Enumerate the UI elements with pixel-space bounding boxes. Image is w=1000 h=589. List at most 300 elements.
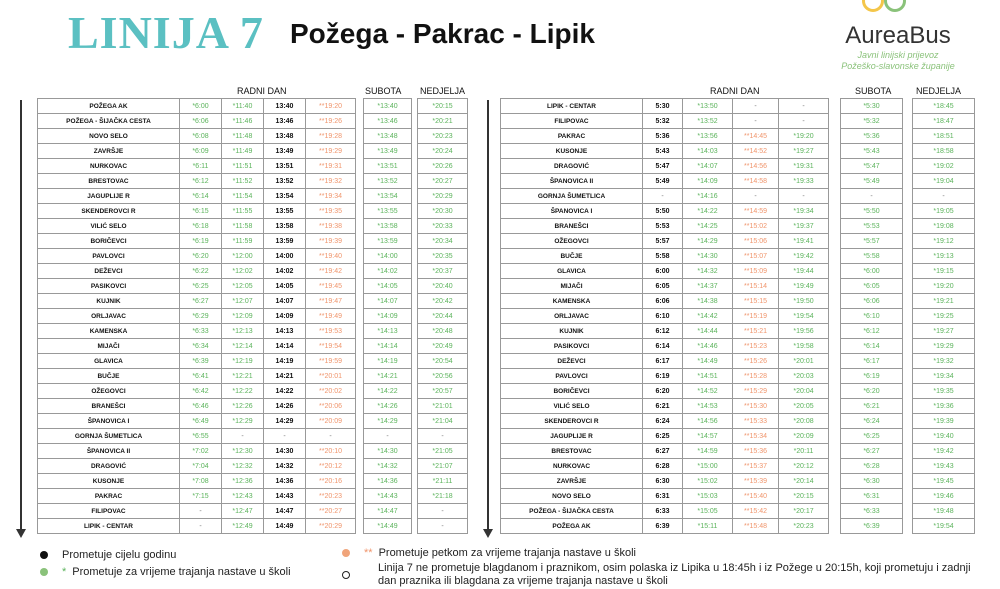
stop-name: KUJNIK <box>38 294 180 309</box>
departure-time: *13:52 <box>683 114 733 129</box>
direction-arrow-left <box>20 100 22 530</box>
departure-time: *6:55 <box>180 429 222 444</box>
stop-name: GLAVICA <box>501 264 643 279</box>
departure-time: **15:09 <box>733 264 779 279</box>
column-gap <box>903 279 913 294</box>
aureabus-logo-icon <box>818 0 978 20</box>
departure-time: **14:56 <box>733 159 779 174</box>
column-gap <box>356 249 364 264</box>
departure-time: *14:46 <box>683 339 733 354</box>
departure-time: *6:06 <box>841 294 903 309</box>
departure-time: *6:14 <box>180 189 222 204</box>
departure-time: *5:36 <box>841 129 903 144</box>
departure-time: *12:00 <box>222 249 264 264</box>
black-dot-icon <box>40 551 48 559</box>
arrow-down-icon <box>16 529 26 538</box>
departure-time: 5:43 <box>643 144 683 159</box>
legend-orange-star: ** <box>364 547 373 559</box>
table-row <box>501 144 975 159</box>
departure-time: *12:09 <box>222 309 264 324</box>
departure-time: *11:59 <box>222 234 264 249</box>
departure-time: *20:30 <box>418 204 468 219</box>
column-gap <box>829 219 841 234</box>
departure-time: *14:36 <box>364 474 412 489</box>
left-header-subota: SUBOTA <box>365 86 402 96</box>
departure-time: 13:49 <box>264 144 306 159</box>
column-gap <box>903 324 913 339</box>
column-gap <box>356 399 364 414</box>
departure-time: *15:11 <box>683 519 733 534</box>
departure-time: *21:18 <box>418 489 468 504</box>
departure-time: 6:39 <box>643 519 683 534</box>
departure-time: **20:02 <box>306 384 356 399</box>
stop-name: PAVLOVCI <box>501 369 643 384</box>
departure-time: **19:45 <box>306 279 356 294</box>
departure-time: 6:17 <box>643 354 683 369</box>
table-row <box>38 144 468 159</box>
brand-subtitle-1: Javni linijski prijevoz <box>857 50 939 60</box>
table-row <box>38 384 468 399</box>
departure-time: *14:47 <box>364 504 412 519</box>
table-row <box>38 369 468 384</box>
departure-time: *20:27 <box>418 174 468 189</box>
departure-time: *14:29 <box>364 414 412 429</box>
departure-time: *13:49 <box>364 144 412 159</box>
departure-time: *19:34 <box>779 204 829 219</box>
departure-time: *19:31 <box>779 159 829 174</box>
column-gap <box>903 219 913 234</box>
departure-time: *11:55 <box>222 204 264 219</box>
departure-time: **15:23 <box>733 339 779 354</box>
departure-time: 14:05 <box>264 279 306 294</box>
table-row <box>501 459 975 474</box>
stop-name: DEŽEVCI <box>38 264 180 279</box>
departure-time: *6:49 <box>180 414 222 429</box>
stop-name: PASIKOVCI <box>501 339 643 354</box>
departure-time: *7:08 <box>180 474 222 489</box>
departure-time: *11:48 <box>222 129 264 144</box>
departure-time: - <box>913 189 975 204</box>
column-gap <box>356 189 364 204</box>
departure-time: *6:20 <box>841 384 903 399</box>
departure-time: *14:32 <box>683 264 733 279</box>
table-row <box>38 294 468 309</box>
table-row <box>38 174 468 189</box>
departure-time: *20:15 <box>779 489 829 504</box>
departure-time: *19:29 <box>913 339 975 354</box>
departure-time: *6:25 <box>180 279 222 294</box>
timetable-pozega-lipik <box>37 98 468 534</box>
departure-time: 6:12 <box>643 324 683 339</box>
departure-time: *21:05 <box>418 444 468 459</box>
departure-time: *6:21 <box>841 399 903 414</box>
departure-time: *12:43 <box>222 489 264 504</box>
legend-orange <box>342 547 636 559</box>
departure-time: - <box>264 429 306 444</box>
table-row <box>38 189 468 204</box>
table-row <box>38 309 468 324</box>
departure-time: **19:29 <box>306 144 356 159</box>
departure-time: *6:19 <box>180 234 222 249</box>
departure-time: *19:36 <box>913 399 975 414</box>
column-gap <box>903 189 913 204</box>
brand-name: AureaBus <box>845 22 951 49</box>
departure-time: *13:59 <box>364 234 412 249</box>
departure-time: 14:47 <box>264 504 306 519</box>
table-row <box>38 249 468 264</box>
departure-time: *20:15 <box>418 99 468 114</box>
table-row <box>38 114 468 129</box>
departure-time: *20:14 <box>779 474 829 489</box>
departure-time: *5:43 <box>841 144 903 159</box>
departure-time: **15:26 <box>733 354 779 369</box>
departure-time: 6:19 <box>643 369 683 384</box>
table-row <box>501 519 975 534</box>
column-gap <box>829 114 841 129</box>
departure-time: *20:57 <box>418 384 468 399</box>
column-gap <box>903 144 913 159</box>
departure-time: *18:45 <box>913 99 975 114</box>
departure-time: *14:38 <box>683 294 733 309</box>
stop-name: KAMENSKA <box>501 294 643 309</box>
departure-time: *6:30 <box>841 474 903 489</box>
departure-time: *20:01 <box>779 354 829 369</box>
departure-time: *19:56 <box>779 324 829 339</box>
column-gap <box>903 204 913 219</box>
departure-time: *14:57 <box>683 429 733 444</box>
orange-dot-icon <box>342 549 350 557</box>
departure-time: *12:36 <box>222 474 264 489</box>
departure-time: *12:29 <box>222 414 264 429</box>
departure-time: 6:14 <box>643 339 683 354</box>
column-gap <box>903 489 913 504</box>
table-row <box>38 99 468 114</box>
column-gap <box>356 294 364 309</box>
departure-time: *5:53 <box>841 219 903 234</box>
column-gap <box>829 444 841 459</box>
column-gap <box>356 99 364 114</box>
departure-time: *20:08 <box>779 414 829 429</box>
departure-time: **20:01 <box>306 369 356 384</box>
departure-time: **19:42 <box>306 264 356 279</box>
timetable-lipik-pozega <box>500 98 975 534</box>
departure-time: **20:27 <box>306 504 356 519</box>
departure-time: *19:40 <box>913 429 975 444</box>
column-gap <box>903 414 913 429</box>
departure-time: *6:29 <box>180 309 222 324</box>
stop-name: ORLJAVAC <box>38 309 180 324</box>
departure-time: 6:27 <box>643 444 683 459</box>
departure-time: *19:21 <box>913 294 975 309</box>
departure-time: *20:24 <box>418 144 468 159</box>
column-gap <box>829 519 841 534</box>
column-gap <box>903 264 913 279</box>
departure-time: 6:21 <box>643 399 683 414</box>
departure-time: 14:21 <box>264 369 306 384</box>
stop-name: GORNJA ŠUMETLICA <box>501 189 643 204</box>
table-row <box>501 429 975 444</box>
departure-time: **15:36 <box>733 444 779 459</box>
departure-time: *6:06 <box>180 114 222 129</box>
departure-time: *21:07 <box>418 459 468 474</box>
departure-time: *20:54 <box>418 354 468 369</box>
departure-time: *19:25 <box>913 309 975 324</box>
column-gap <box>829 414 841 429</box>
stop-name: VILIĆ SELO <box>501 399 643 414</box>
brand-block <box>818 0 978 72</box>
table-row <box>501 309 975 324</box>
departure-time: *20:21 <box>418 114 468 129</box>
departure-time: *13:40 <box>364 99 412 114</box>
departure-time: *19:46 <box>913 489 975 504</box>
departure-time: *6:27 <box>841 444 903 459</box>
departure-time: 6:30 <box>643 474 683 489</box>
departure-time: *14:37 <box>683 279 733 294</box>
departure-time: *15:03 <box>683 489 733 504</box>
departure-time: *6:31 <box>841 489 903 504</box>
departure-time: *20:49 <box>418 339 468 354</box>
table-row <box>501 294 975 309</box>
table-row <box>38 159 468 174</box>
departure-time: *6:33 <box>841 504 903 519</box>
departure-time: **15:29 <box>733 384 779 399</box>
departure-time: *19:15 <box>913 264 975 279</box>
departure-time: *19:33 <box>779 174 829 189</box>
departure-time: *6:00 <box>180 99 222 114</box>
column-gap <box>356 504 364 519</box>
departure-time: 5:47 <box>643 159 683 174</box>
departure-time: **20:10 <box>306 444 356 459</box>
departure-time: 5:57 <box>643 234 683 249</box>
departure-time: **14:52 <box>733 144 779 159</box>
departure-time: 13:46 <box>264 114 306 129</box>
departure-time: *15:02 <box>683 474 733 489</box>
table-row <box>38 324 468 339</box>
stop-name: PAVLOVCI <box>38 249 180 264</box>
stop-name: ŠPANOVICA II <box>501 174 643 189</box>
departure-time: *19:50 <box>779 294 829 309</box>
column-gap <box>356 414 364 429</box>
departure-time: *14:05 <box>364 279 412 294</box>
departure-time: *12:26 <box>222 399 264 414</box>
departure-time: *19:27 <box>913 324 975 339</box>
departure-time: 6:00 <box>643 264 683 279</box>
table-row <box>501 234 975 249</box>
departure-time: *6:24 <box>841 414 903 429</box>
departure-time: *14:56 <box>683 414 733 429</box>
column-gap <box>903 504 913 519</box>
column-gap <box>829 384 841 399</box>
departure-time: **15:19 <box>733 309 779 324</box>
departure-time: **19:53 <box>306 324 356 339</box>
departure-time: *12:49 <box>222 519 264 534</box>
departure-time: **15:02 <box>733 219 779 234</box>
column-gap <box>903 234 913 249</box>
column-gap <box>356 354 364 369</box>
table-row <box>501 444 975 459</box>
departure-time: *12:47 <box>222 504 264 519</box>
column-gap <box>903 159 913 174</box>
table-row <box>501 174 975 189</box>
departure-time: 6:20 <box>643 384 683 399</box>
legend-green-text: Prometuje za vrijeme trajanja nastave u školi <box>72 566 291 578</box>
column-gap <box>829 339 841 354</box>
departure-time: *11:46 <box>222 114 264 129</box>
stop-name: FILIPOVAC <box>38 504 180 519</box>
column-gap <box>829 159 841 174</box>
departure-time: *20:23 <box>418 129 468 144</box>
route-title: Požega - Pakrac - Lipik <box>290 18 595 49</box>
departure-time: *14:00 <box>364 249 412 264</box>
departure-time: *19:27 <box>779 144 829 159</box>
departure-time: *11:52 <box>222 174 264 189</box>
departure-time: **19:59 <box>306 354 356 369</box>
column-gap <box>829 129 841 144</box>
table-row <box>501 369 975 384</box>
departure-time: *14:21 <box>364 369 412 384</box>
departure-time: - <box>779 189 829 204</box>
stop-name: BORIČEVCI <box>501 384 643 399</box>
departure-time: *11:54 <box>222 189 264 204</box>
column-gap <box>356 459 364 474</box>
departure-time: *18:58 <box>913 144 975 159</box>
departure-time: *13:52 <box>364 174 412 189</box>
departure-time: *20:34 <box>418 234 468 249</box>
column-gap <box>829 399 841 414</box>
table-row <box>38 444 468 459</box>
departure-time: - <box>733 99 779 114</box>
stop-name: POŽEGA AK <box>501 519 643 534</box>
departure-time: *19:35 <box>913 384 975 399</box>
departure-time: 5:50 <box>643 204 683 219</box>
column-gap <box>903 339 913 354</box>
departure-time: *20:44 <box>418 309 468 324</box>
column-gap <box>903 174 913 189</box>
departure-time: *12:05 <box>222 279 264 294</box>
departure-time: *14:30 <box>683 249 733 264</box>
left-header-nedjelja: NEDJELJA <box>420 86 466 96</box>
column-gap <box>903 99 913 114</box>
departure-time: 14:49 <box>264 519 306 534</box>
table-row <box>501 399 975 414</box>
column-gap <box>829 429 841 444</box>
stop-name: BRANEŠCI <box>38 399 180 414</box>
departure-time: *20:04 <box>779 384 829 399</box>
departure-time: *14:16 <box>683 189 733 204</box>
brand-subtitle-2: Požeško-slavonske županije <box>841 61 955 71</box>
column-gap <box>356 174 364 189</box>
departure-time: *19:48 <box>913 504 975 519</box>
departure-time: *5:50 <box>841 204 903 219</box>
departure-time: *14:53 <box>683 399 733 414</box>
departure-time: *20:12 <box>779 459 829 474</box>
departure-time: *12:02 <box>222 264 264 279</box>
stop-name: ORLJAVAC <box>501 309 643 324</box>
table-row <box>38 264 468 279</box>
departure-time: - <box>180 504 222 519</box>
departure-time: 6:31 <box>643 489 683 504</box>
table-row <box>501 114 975 129</box>
departure-time: *6:22 <box>180 264 222 279</box>
table-row <box>501 264 975 279</box>
departure-time: *20:09 <box>779 429 829 444</box>
column-gap <box>356 114 364 129</box>
column-gap <box>829 279 841 294</box>
departure-time: - <box>643 189 683 204</box>
departure-time: *19:42 <box>779 249 829 264</box>
departure-time: *6:39 <box>180 354 222 369</box>
departure-time: *20:26 <box>418 159 468 174</box>
column-gap <box>829 264 841 279</box>
departure-time: **19:26 <box>306 114 356 129</box>
departure-time: 5:58 <box>643 249 683 264</box>
departure-time: *13:58 <box>364 219 412 234</box>
departure-time: 14:22 <box>264 384 306 399</box>
column-gap <box>829 144 841 159</box>
departure-time: - <box>180 519 222 534</box>
stop-name: BORIČEVCI <box>38 234 180 249</box>
departure-time: *14:09 <box>364 309 412 324</box>
departure-time: - <box>779 99 829 114</box>
departure-time: *20:05 <box>779 399 829 414</box>
stop-name: JAGUPLIJE R <box>501 429 643 444</box>
green-dot-icon <box>40 568 48 576</box>
stop-name: BRESTOVAC <box>501 444 643 459</box>
stop-name: POŽEGA - ŠIJAČKA CESTA <box>38 114 180 129</box>
column-gap <box>903 294 913 309</box>
departure-time: *14:49 <box>683 354 733 369</box>
departure-time: *7:15 <box>180 489 222 504</box>
departure-time: 6:05 <box>643 279 683 294</box>
stop-name: ŠPANOVICA II <box>38 444 180 459</box>
column-gap <box>356 519 364 534</box>
table-row <box>501 204 975 219</box>
departure-time: 6:33 <box>643 504 683 519</box>
table-row <box>501 474 975 489</box>
departure-time: *6:12 <box>180 174 222 189</box>
departure-time: 14:29 <box>264 414 306 429</box>
column-gap <box>903 309 913 324</box>
column-gap <box>829 474 841 489</box>
stop-name: NOVO SELO <box>501 489 643 504</box>
column-gap <box>903 249 913 264</box>
departure-time: *14:25 <box>683 219 733 234</box>
stop-name: LIPIK - CENTAR <box>38 519 180 534</box>
departure-time: **14:58 <box>733 174 779 189</box>
departure-time: **15:34 <box>733 429 779 444</box>
departure-time: 13:58 <box>264 219 306 234</box>
departure-time: *20:23 <box>779 519 829 534</box>
departure-time: *19:49 <box>779 279 829 294</box>
column-gap <box>829 174 841 189</box>
column-gap <box>356 309 364 324</box>
departure-time: *12:21 <box>222 369 264 384</box>
departure-time: **15:40 <box>733 489 779 504</box>
departure-time: *19:34 <box>913 369 975 384</box>
column-gap <box>356 489 364 504</box>
departure-time: *14:13 <box>364 324 412 339</box>
departure-time: - <box>418 504 468 519</box>
column-gap <box>829 204 841 219</box>
stop-name: ŠPANOVICA I <box>501 204 643 219</box>
table-row <box>38 279 468 294</box>
departure-time: *5:49 <box>841 174 903 189</box>
right-header-subota: SUBOTA <box>855 86 892 96</box>
departure-time: *14:29 <box>683 234 733 249</box>
departure-time: **20:16 <box>306 474 356 489</box>
column-gap <box>356 429 364 444</box>
holiday-note: Linija 7 ne prometuje blagdanom i praznikom, osim polaska iz Lipika u 18:45h i iz Požege u 20:15h, koji prometuju i zadnji dan praznika ili blagdana za vrijeme trajanja nastave u školi <box>378 562 971 587</box>
